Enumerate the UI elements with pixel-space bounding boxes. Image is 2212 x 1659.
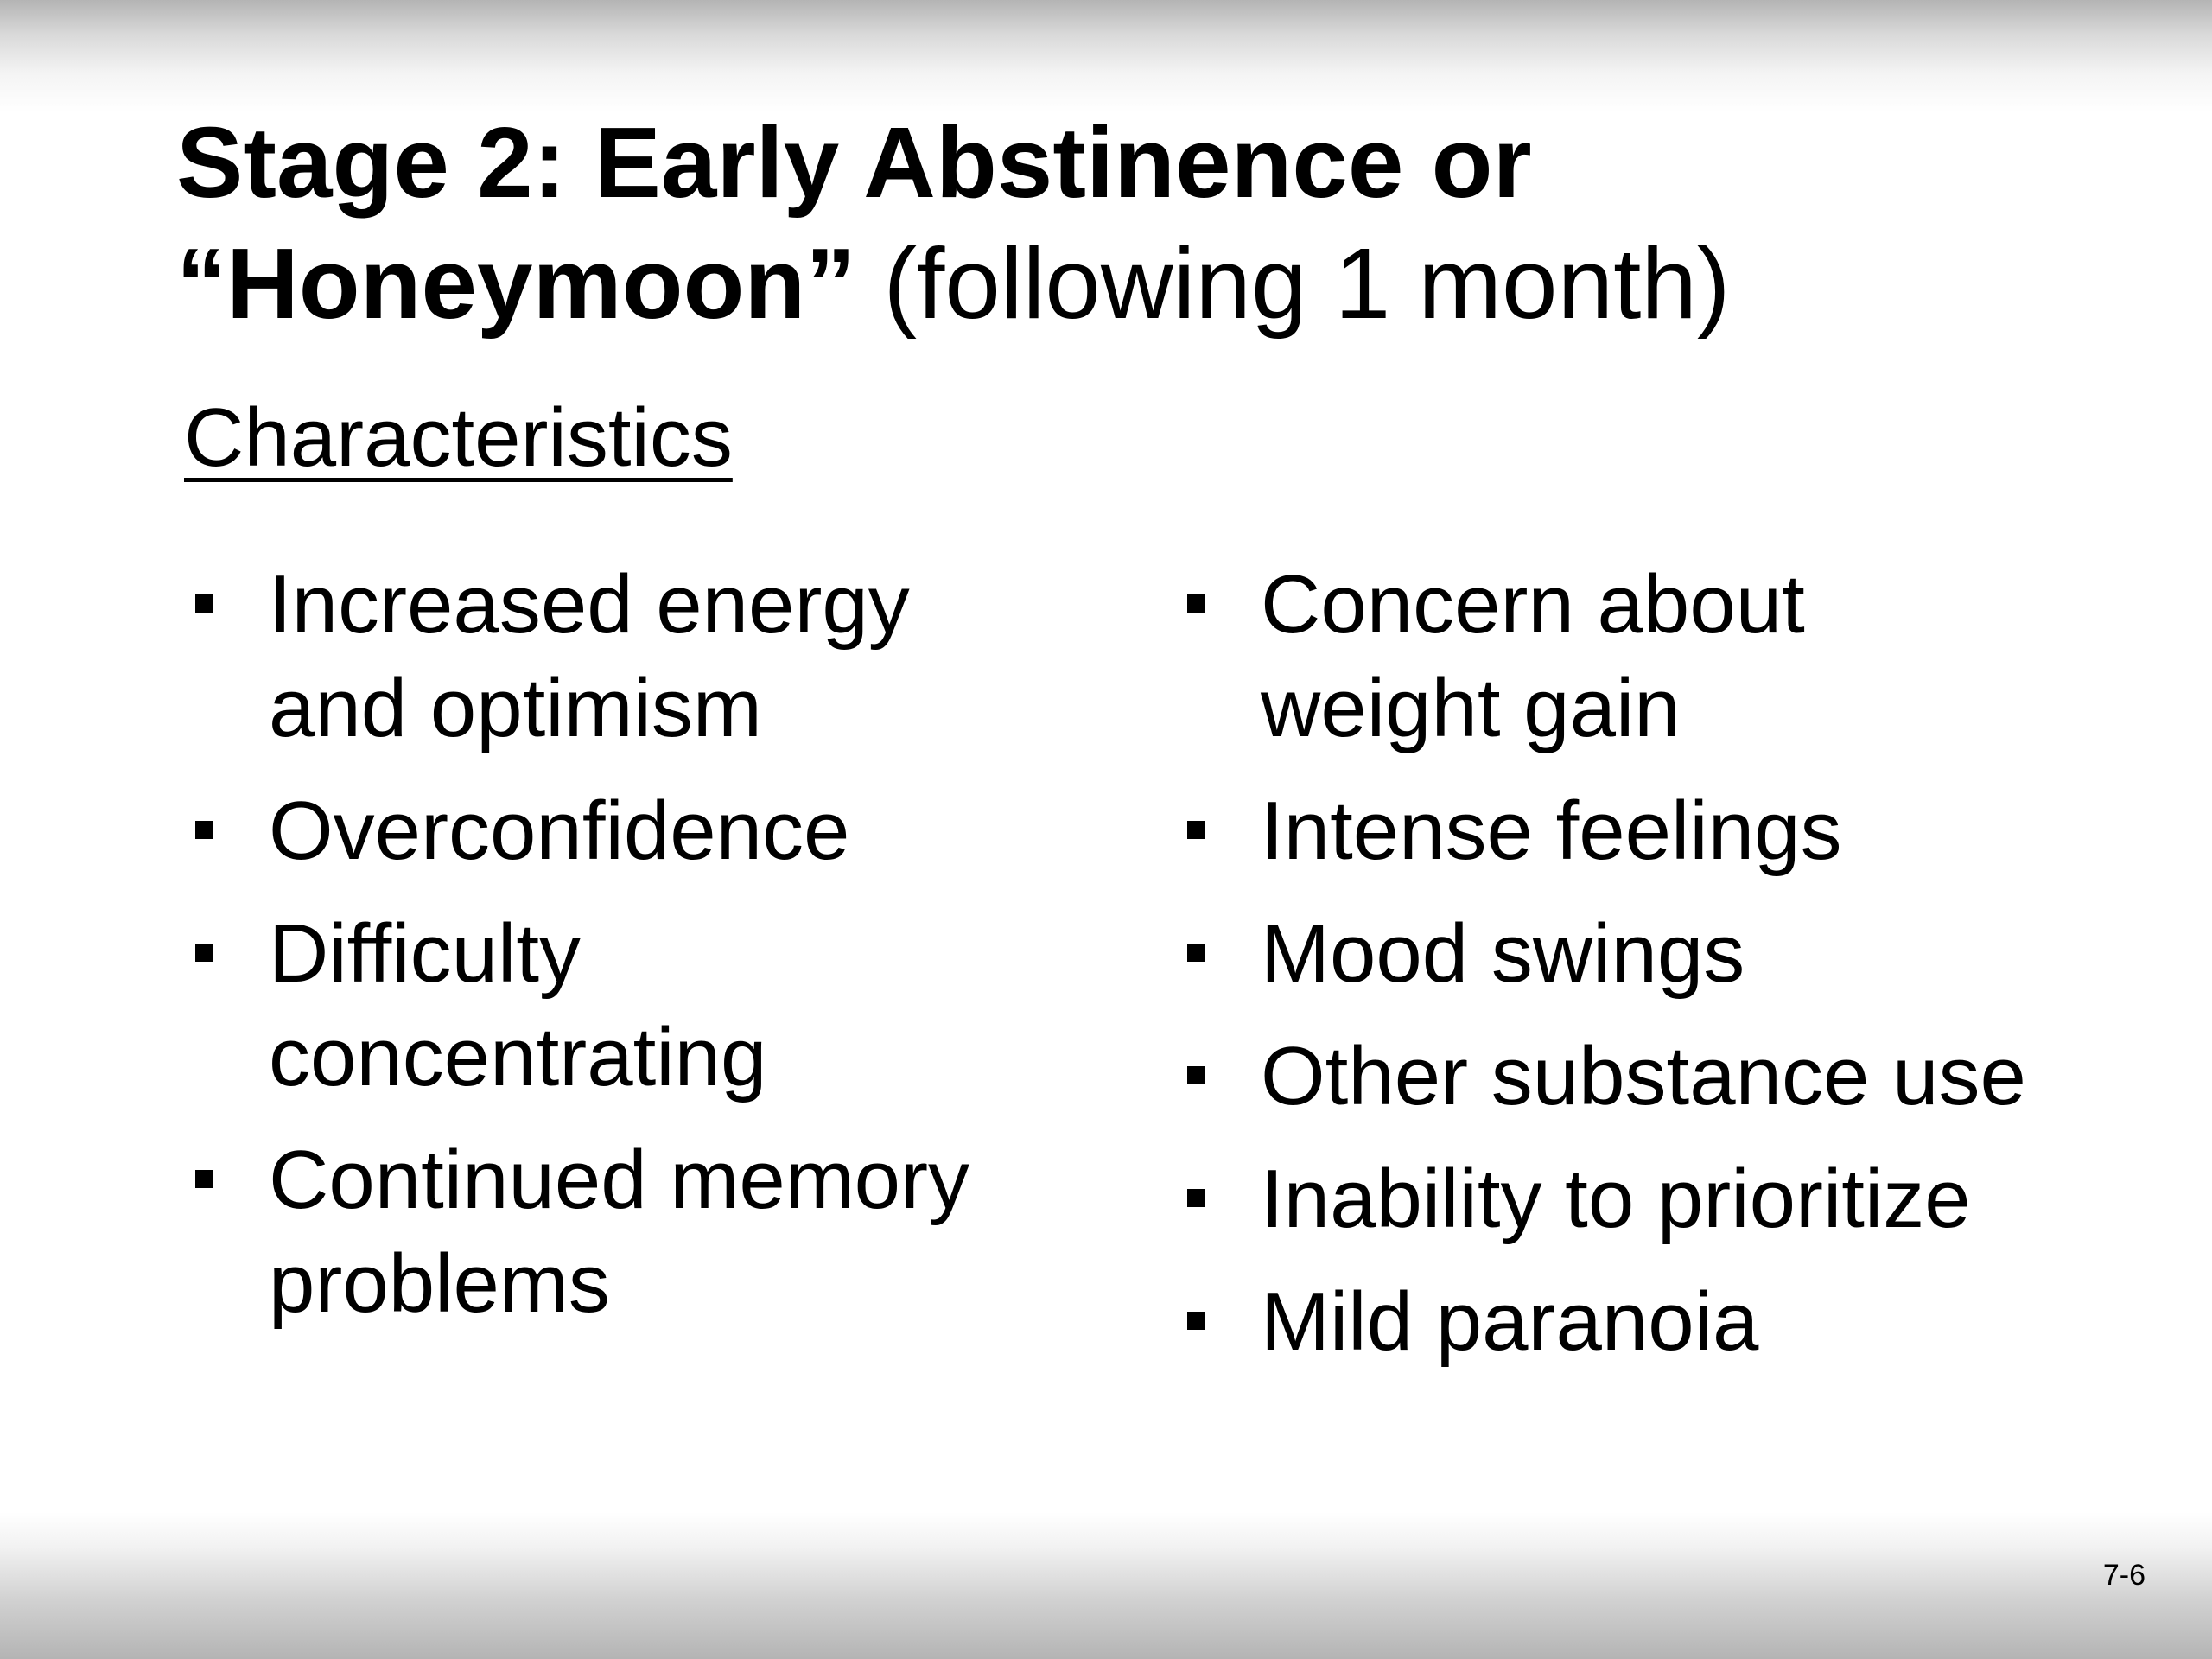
square-bullet-icon [1187,1066,1205,1084]
square-bullet-icon [1187,1312,1205,1330]
left-bullet-list [190,553,1141,1355]
title-line-1: Stage 2: Early Abstinence or [176,106,1532,219]
list-item [190,902,1141,1109]
square-bullet-icon [1187,1189,1205,1207]
title-honeymoon: “Honeymoon” [176,227,856,340]
item-line-1: Difficulty [269,907,581,1000]
slide-number: 7-6 [2102,1559,2145,1592]
item-line-1: Concern about [1261,558,1805,651]
item-line-1: Increased energy [269,558,910,651]
item-line-1: Inability to prioritize [1261,1153,1971,1245]
list-item [1182,902,2176,1006]
list-item [1182,1270,2176,1374]
item-line-2: concentrating [269,1011,767,1103]
item-line-1: Overconfidence [269,785,850,877]
item-line-1: Mood swings [1261,907,1745,1000]
square-bullet-icon [195,944,213,962]
right-bullet-list [1182,553,2176,1393]
item-line-2: problems [269,1237,610,1330]
square-bullet-icon [1187,944,1205,962]
item-line-2: weight gain [1261,662,1681,754]
square-bullet-icon [195,594,213,613]
list-item [1182,1147,2176,1251]
item-line-1: Mild paranoia [1261,1275,1759,1368]
square-bullet-icon [195,821,213,839]
item-line-1: Continued memory [269,1134,970,1226]
slide-title [176,102,2077,344]
title-suffix: (following 1 month) [855,227,1731,340]
list-item [190,779,1141,883]
item-line-1: Intense feelings [1261,785,1842,877]
list-item [1182,553,2176,760]
list-item [190,553,1141,760]
item-line-1: Other substance use [1261,1030,2026,1122]
item-line-2: and optimism [269,662,762,754]
square-bullet-icon [1187,594,1205,613]
list-item [1182,1025,2176,1128]
square-bullet-icon [195,1170,213,1188]
list-item [1182,779,2176,883]
square-bullet-icon [1187,821,1205,839]
list-item [190,1128,1141,1336]
characteristics-heading: Characteristics [184,391,733,484]
